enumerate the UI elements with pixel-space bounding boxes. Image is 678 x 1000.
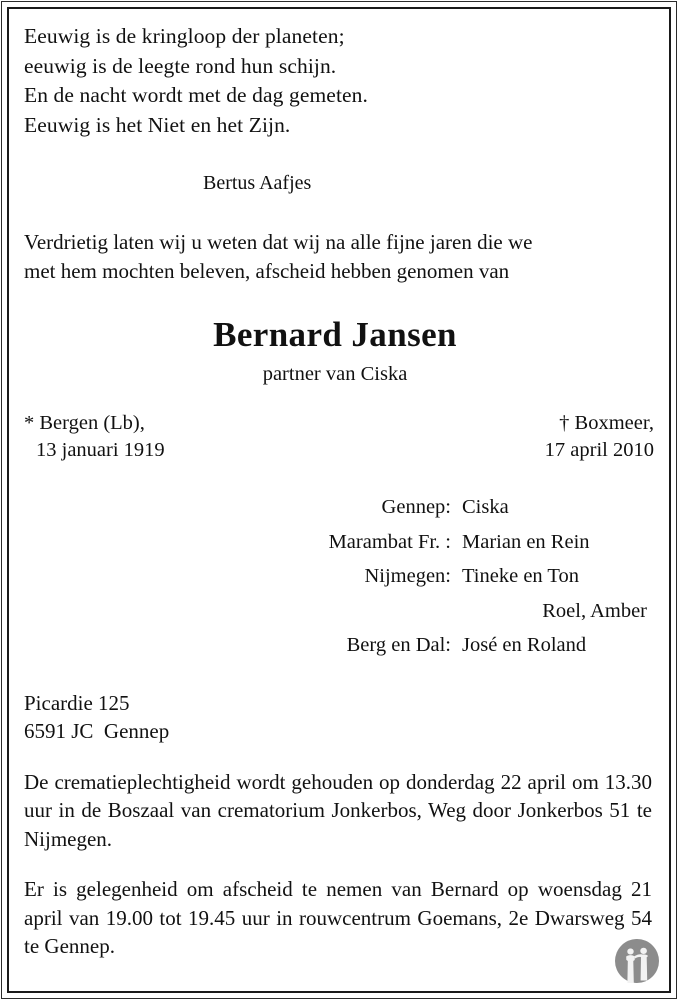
survivor-place: Nijmegen: [364, 565, 451, 587]
address-city: 6591 JC Gennep [24, 718, 170, 743]
survivor-row [24, 525, 654, 560]
survivor-place: Berg en Dal: [346, 634, 451, 656]
survivor-names-text: Tineke en Ton [462, 565, 580, 587]
address-street: Picardie 125 [24, 690, 130, 715]
poem-line-4: Eeuwig is het Niet en het Zijn. [24, 112, 291, 137]
address-block [24, 689, 654, 745]
poem-line-3: En de nacht wordt met de dag gemeten. [24, 83, 368, 107]
birth-block [24, 410, 165, 464]
deceased-name: Bernard Jansen [213, 315, 457, 354]
survivor-names-text: José en Roland [462, 634, 587, 656]
survivor-place: Gennep: [381, 496, 451, 518]
intro-text [24, 228, 654, 286]
survivor-names-text: Ciska [462, 496, 509, 518]
birth-date: 13 januari 1919 [36, 439, 165, 461]
partner-line: partner van Ciska [262, 363, 408, 385]
death-place: † Boxmeer, [559, 412, 654, 434]
poem-author: Bertus Aafjes [203, 172, 312, 194]
intro-line-1: Verdrietig laten wij u weten dat wij na alle fijne jaren die we [24, 230, 533, 254]
survivor-row [24, 628, 654, 663]
life-dates-row [24, 410, 654, 464]
survivor-names-text: Marian en Rein [462, 530, 590, 553]
survivor-names [451, 628, 654, 663]
death-block [545, 410, 654, 464]
survivor-names [451, 559, 654, 628]
death-date: 17 april 2010 [544, 439, 654, 461]
poem-line-1: Eeuwig is de kringloop der planeten; [24, 24, 345, 48]
survivors-list [24, 490, 654, 663]
survivor-place: Marambat Fr. : [328, 530, 451, 553]
survivor-row [24, 559, 654, 628]
poem-block [24, 22, 654, 140]
intro-line-2: met hem mochten beleven, afscheid hebben genomen van [24, 259, 510, 283]
embracing-figures-logo-icon [610, 934, 664, 988]
visitation-paragraph: Er is gelegenheid om afscheid te nemen van Bernard op woensdag 21 april van 19.00 tot 19.45 uur in rouwcentrum Goemans, 2e Dwarsweg 54 te Gennep. [24, 877, 652, 958]
survivor-names-extra: Roel, Amber [542, 599, 647, 622]
ceremony-paragraph: De crematieplechtigheid wordt gehouden op donderdag 22 april om 13.30 uur in de Boszaal van crematorium Jonkerbos, Weg door Jonkerbos 51 te Nijmegen. [24, 769, 652, 851]
survivor-names [451, 490, 654, 525]
birth-place: * Bergen (Lb), [24, 412, 145, 434]
survivor-row [24, 490, 654, 525]
notice-content [24, 22, 654, 978]
poem-line-2: eeuwig is de leegte rond hun schijn. [24, 53, 337, 78]
survivor-names [451, 525, 654, 560]
